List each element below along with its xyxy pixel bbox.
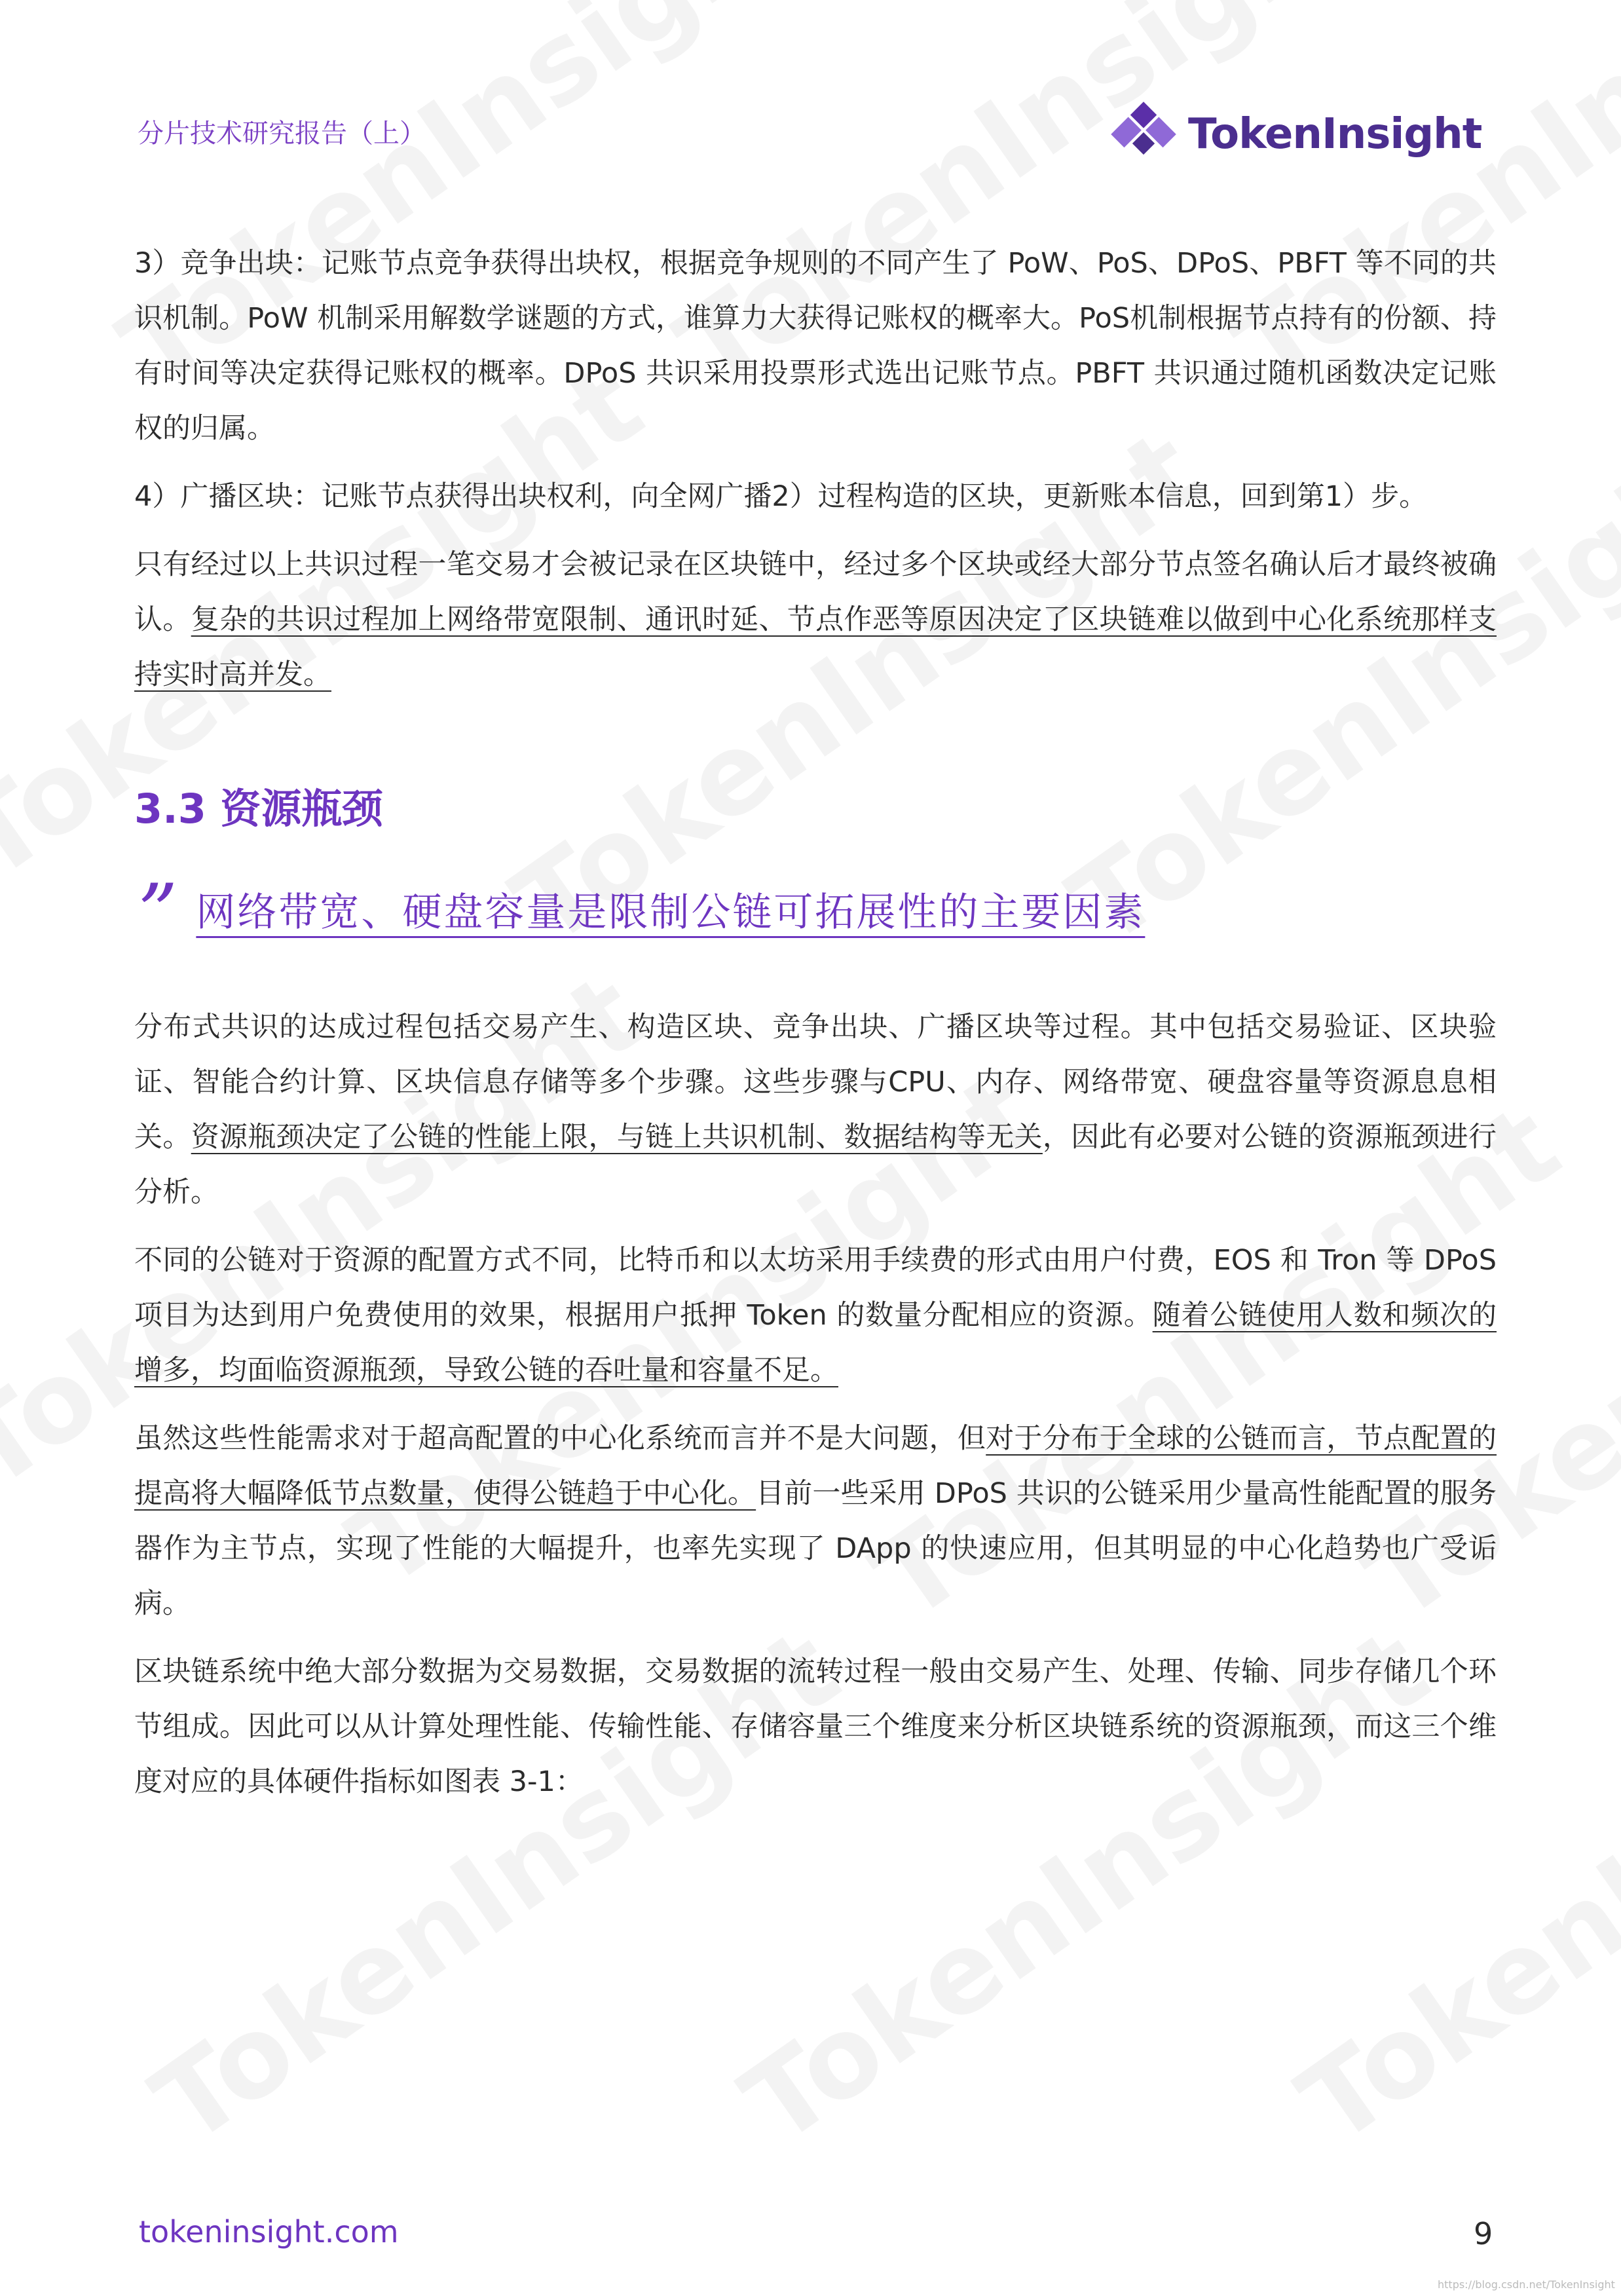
tokeninsight-logo-icon <box>1107 98 1180 170</box>
paragraph: 4）广播区块：记账节点获得出块权利，向全网广播2）过程构造的区块，更新账本信息，回到第1）步。 <box>134 480 1428 513</box>
paragraph-text: 只有经过以上共识过程一笔交易才会被记录在区块链中，经过多个区块或经大部分节点签名确认后才最终被确认。 <box>134 548 1497 636</box>
paragraph: 区块链系统中绝大部分数据为交易数据，交易数据的流转过程一般由交易产生、处理、传输、同步存储几个环节组成。因此可以从计算处理性能、传输性能、存储容量三个维度来分析区块链系统的资源瓶颈，而这三个维度对应的具体硬件指标如图表 3-1： <box>134 1655 1497 1798</box>
paragraph <box>134 1233 1497 1398</box>
underlined-text: 资源瓶颈决定了公链的性能上限，与链上共识机制、数据结构等无关 <box>191 1121 1043 1154</box>
source-note: https://blog.csdn.net/TokenInsight <box>1438 2278 1615 2291</box>
report-title: 分片技术研究报告（上） <box>138 119 426 149</box>
paragraph-text: 分布式共识的达成过程包括交易产生、构造区块、竞争出块、广播区块等过程。其中包括交易验证、区块验证、智能合约计算、区块信息存储等多个步骤。这些步骤与CPU、内存、网络带宽、硬盘容量等资源息息相关。 <box>134 1011 1497 1154</box>
paragraph-text: ，因此有必要对公链的资源瓶颈进行分析。 <box>134 1121 1497 1209</box>
footer-link[interactable]: tokeninsight.com <box>139 2214 399 2249</box>
paragraph-text: 目前一些采用 DPoS 共识的公链采用少量高性能配置的服务器作为主节点，实现了性能的大幅提升，也率先实现了 DApp 的快速应用，但其明显的中心化趋势也广受诟病。 <box>134 1477 1497 1620</box>
page-number: 9 <box>1474 2216 1493 2251</box>
underlined-text: 复杂的共识过程加上网络带宽限制、通讯时延、节点作恶等原因决定了区块链难以做到中心化系统那样支持实时高并发。 <box>134 603 1497 691</box>
body-bottom <box>134 1000 1497 1822</box>
brand-name: TokenInsight <box>1188 110 1482 159</box>
quote-text: 网络带宽、硬盘容量是限制公链可拓展性的主要因素 <box>196 890 1146 935</box>
body-top <box>134 236 1497 715</box>
quote-mark-icon: ” <box>138 868 178 959</box>
pull-quote <box>138 868 1146 959</box>
paragraph <box>134 1000 1497 1220</box>
paragraph-text: 虽然这些性能需求对于超高配置的中心化系统而言并不是大问题，但 <box>134 1422 986 1455</box>
underlined-text: 对于分布于全球的公链而言，节点配置的提高将大幅降低节点数量，使得公链趋于中心化。 <box>134 1422 1497 1510</box>
paragraph: 3）竞争出块：记账节点竞争获得出块权，根据竞争规则的不同产生了 PoW、PoS、DPoS、PBFT 等不同的共识机制。PoW 机制采用解数学谜题的方式，谁算力大获得记账权的概率大。PoS机制根据节点持有的份额、持有时间等决定获得记账权的概率。DPoS 共识采用投票形式选出记账节点。PBFT 共识通过随机函数决定记账权的归属。 <box>134 247 1497 445</box>
section-heading: 3.3 资源瓶颈 <box>134 785 383 833</box>
brand-logo <box>1107 98 1481 170</box>
paragraph <box>134 537 1497 702</box>
paragraph-text: 不同的公链对于资源的配置方式不同，比特币和以太坊采用手续费的形式由用户付费，EOS 和 Tron 等 DPoS 项目为达到用户免费使用的效果，根据用户抵押 Token 的数量分配相应的资源。 <box>134 1244 1497 1332</box>
underlined-text: 随着公链使用人数和频次的增多，均面临资源瓶颈，导致公链的吞吐量和容量不足。 <box>134 1299 1497 1387</box>
paragraph <box>134 1411 1497 1631</box>
